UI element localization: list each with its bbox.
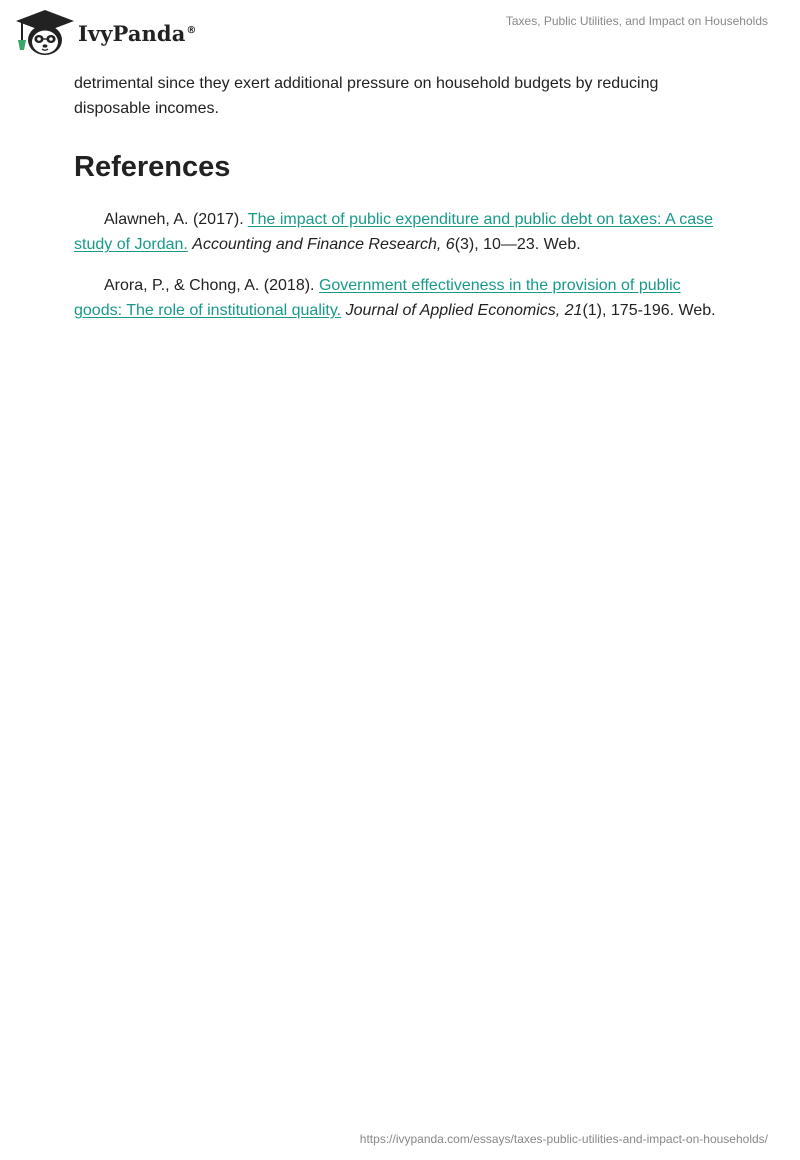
page-header bbox=[0, 0, 800, 70]
source-url[interactable]: https://ivypanda.com/essays/taxes-public-utilities-and-impact-on-households/ bbox=[359, 1132, 768, 1146]
registered-mark: ® bbox=[186, 24, 197, 36]
references-heading: References bbox=[74, 151, 231, 183]
document-title: Taxes, Public Utilities, and Impact on Households bbox=[505, 14, 768, 28]
reference-details: (1), 175-196. Web. bbox=[582, 302, 716, 319]
brand-name: IvyPanda® bbox=[78, 20, 197, 46]
panda-graduation-cap-icon bbox=[14, 8, 76, 58]
reference-details: (3), 10—23. Web. bbox=[454, 236, 581, 253]
reference-item bbox=[74, 273, 724, 323]
reference-link[interactable]: The impact of public expenditure and public debt on taxes: A case study of Jordan. bbox=[74, 211, 713, 253]
reference-journal: Accounting and Finance Research, 6 bbox=[192, 236, 455, 253]
document-body bbox=[74, 71, 724, 339]
reference-authors: Alawneh, A. (2017). bbox=[104, 211, 248, 228]
brand-logo[interactable] bbox=[14, 8, 197, 58]
intro-paragraph: detrimental since they exert additional pressure on household budgets by reducing disposable incomes. bbox=[74, 75, 659, 117]
reference-authors: Arora, P., & Chong, A. (2018). bbox=[104, 277, 319, 294]
reference-link[interactable]: Government effectiveness in the provision of public goods: The role of institutional quality. bbox=[74, 277, 681, 319]
reference-journal: Journal of Applied Economics, 21 bbox=[345, 302, 583, 319]
reference-item bbox=[74, 207, 724, 257]
